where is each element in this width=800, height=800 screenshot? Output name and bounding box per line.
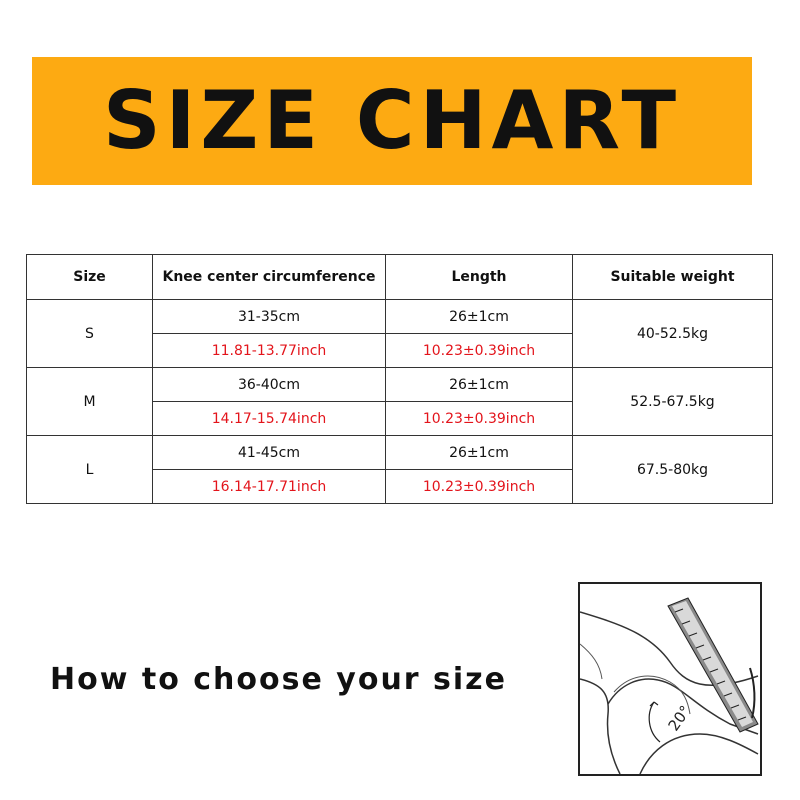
knee-measurement-diagram [578, 582, 762, 776]
length-inch-cell: 10.23±0.39inch [386, 470, 573, 504]
circumference-inch-cell: 16.14-17.71inch [153, 470, 386, 504]
table-header-row [27, 255, 773, 300]
header-knee-circumference: Knee center circumference [153, 255, 386, 300]
size-cell: L [27, 436, 153, 504]
circumference-cm-cell: 36-40cm [153, 368, 386, 402]
how-to-choose-heading: How to choose your size [50, 662, 507, 697]
length-cm-cell: 26±1cm [386, 368, 573, 402]
length-cm-cell: 26±1cm [386, 436, 573, 470]
length-inch-cell: 10.23±0.39inch [386, 334, 573, 368]
circumference-cm-cell: 41-45cm [153, 436, 386, 470]
size-table [26, 254, 773, 504]
circumference-inch-cell: 14.17-15.74inch [153, 402, 386, 436]
size-chart-banner [32, 57, 752, 185]
table-row [27, 368, 773, 402]
length-inch-cell: 10.23±0.39inch [386, 402, 573, 436]
size-cell: S [27, 300, 153, 368]
circumference-inch-cell: 11.81-13.77inch [153, 334, 386, 368]
size-cell: M [27, 368, 153, 436]
header-length: Length [386, 255, 573, 300]
knee-illustration [580, 584, 760, 774]
header-suitable-weight: Suitable weight [573, 255, 773, 300]
banner-title: SIZE CHART [102, 74, 682, 167]
header-size: Size [27, 255, 153, 300]
angle-label: 20° [664, 702, 695, 735]
weight-cell: 40-52.5kg [573, 300, 773, 368]
table-row [27, 436, 773, 470]
table-row [27, 300, 773, 334]
circumference-cm-cell: 31-35cm [153, 300, 386, 334]
weight-cell: 67.5-80kg [573, 436, 773, 504]
length-cm-cell: 26±1cm [386, 300, 573, 334]
weight-cell: 52.5-67.5kg [573, 368, 773, 436]
